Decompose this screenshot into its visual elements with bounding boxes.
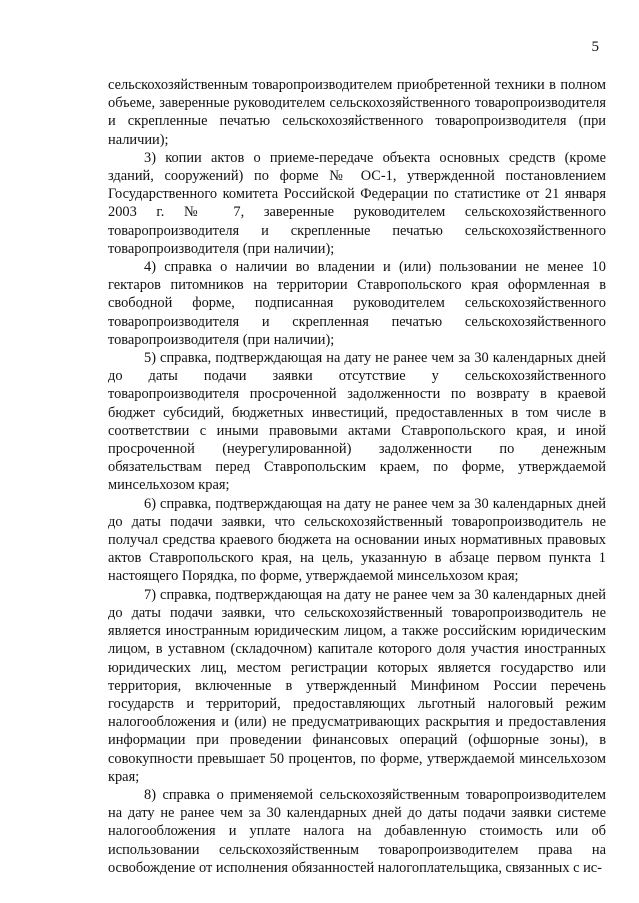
paragraph-item-3: 3) копии актов о приеме-передаче объекта основных средств (кроме зданий, сооружений) по форме № ОС-1, утвержденной постановлением Государственного комитета Российской Федерации по статистике от 21 января 2003 г. № 7, заверенные руководителем сельскохозяйственного товаропроизводителя и скрепленные печатью сельскохозяйственного товаропроизводителя (при наличии); — [108, 149, 606, 257]
document-body — [108, 76, 606, 877]
paragraph-item-7: 7) справка, подтверждающая на дату не ранее чем за 30 календарных дней до даты подачи заявки, что сельскохозяйственный товаропроизводитель не является иностранным юридическим лицом, а также российским юридическим лицом, в уставном (складочном) капитале которого доля участия иностранных юридических лиц, местом регистрации которых является государство или территория, включенные в утвержденный Минфином России перечень государств и территорий, предоставляющих льготный налоговый режим налогообложения и (или) не предусматривающих раскрытия и предоставления информации при проведении финансовых операций (офшорные зоны), в совокупности превышает 50 процентов, по форме, утверждаемой минсельхозом края; — [108, 586, 606, 785]
paragraph-continuation: сельскохозяйственным товаропроизводителем приобретенной техники в полном объеме, заверенные руководителем сельскохозяйственного товаропроизводителя и скрепленные печатью сельскохозяйственного товаропроизводителя (при наличии); — [108, 77, 606, 148]
paragraph-item-6: 6) справка, подтверждающая на дату не ранее чем за 30 календарных дней до даты подачи заявки, что сельскохозяйственный товаропроизводитель не получал средства краевого бюджета на основании иных нормативных правовых актов Ставропольского края, на цель, указанную в абзаце первом пункта 1 настоящего Порядка, по форме, утверждаемой минсельхозом края; — [108, 495, 606, 585]
paragraph-item-4: 4) справка о наличии во владении и (или) пользовании не менее 10 гектаров питомников на территории Ставропольского края оформленная в свободной форме, подписанная руководителем сельскохозяйственного товаропроизводителя и скрепленная печатью сельскохозяйственного товаропроизводителя (при наличии); — [108, 259, 606, 348]
paragraph-item-8: 8) справка о применяемой сельскохозяйственным товаропроизводителем на дату не ранее чем за 30 календарных дней до даты подачи заявки системе налогообложения и уплате налога на добавленную стоимость или об использовании сельскохозяйственным товаропроизводителем права на освобождение от исполнения обязанностей налогоплательщика, связанных с ис- — [108, 786, 606, 876]
paragraph-item-5: 5) справка, подтверждающая на дату не ранее чем за 30 календарных дней до даты подачи заявки отсутствие у сельскохозяйственного товаропроизводителя просроченной задолженности по возврату в краевой бюджет субсидий, бюджетных инвестиций, предоставленных в том числе в соответствии с иными правовыми актами Ставропольского края, и иной просроченной (неурегулированной) задолженности по денежным обязательствам перед Ставропольским краем, по форме, утверждаемой минсельхозом края; — [108, 350, 606, 494]
page-number: 5 — [591, 39, 599, 55]
